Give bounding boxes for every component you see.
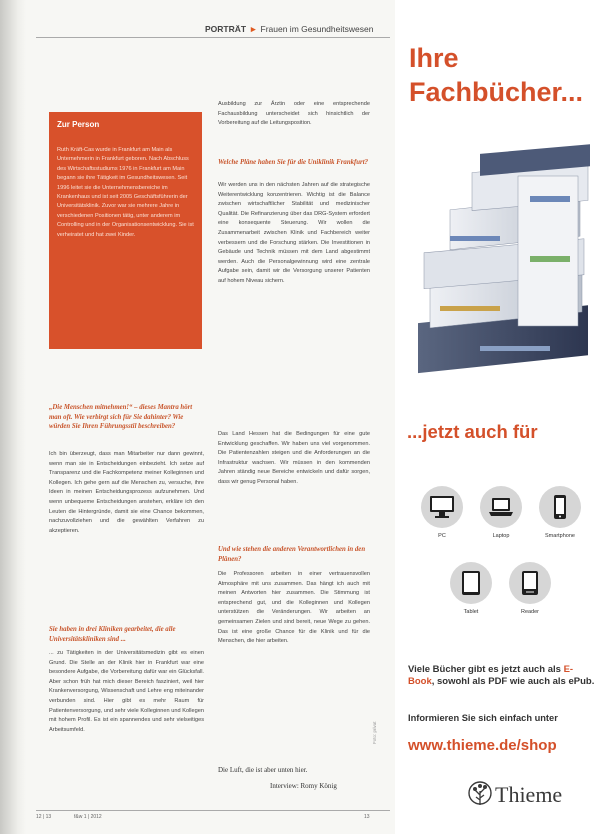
device-label-reader: Reader <box>520 609 540 615</box>
tree-icon <box>468 781 492 809</box>
footer-rule <box>36 810 390 811</box>
smartphone-icon <box>546 494 574 520</box>
header-section: PORTRÄT <box>205 24 247 34</box>
ad-shop-link[interactable]: www.thieme.de/shop <box>408 737 557 754</box>
footer-page-number: 13 <box>364 814 370 820</box>
question-1: „Die Menschen mitnehmen!“ – dieses Mantra hört man oft. Wie verbirgt sich für Sie dahinter? Wie würden Sie Ihren Führungsstil beschreiben? <box>49 404 193 430</box>
photo-credit: Foto: privat <box>372 721 377 744</box>
header-rule <box>36 37 390 38</box>
section-header <box>205 24 373 34</box>
question-4: Und wie stehen die anderen Verantwortlichen in den Plänen? <box>218 546 366 563</box>
header-topic: Frauen im Gesundheitswesen <box>260 24 374 34</box>
bio-box <box>49 112 202 349</box>
device-label-smartphone: Smartphone <box>545 533 575 539</box>
book-stack-image <box>410 136 595 386</box>
ad-text-part-2: , sowohl als PDF wie auch als ePub. <box>431 676 595 687</box>
ad-text-part-1: Viele Bücher gibt es jetzt auch als <box>408 664 564 675</box>
device-tablet <box>444 562 498 615</box>
ad-info-text: Informieren Sie sich einfach unter <box>408 713 558 723</box>
page-fold <box>0 0 26 834</box>
thieme-ad <box>395 0 604 834</box>
thieme-logo <box>468 781 562 809</box>
answer-4: Das Land Hessen hat die Bedingungen für eine gute Entwicklung geschaffen. Wir haben uns viel vorgenommen. Die Patientenzahlen steigen und die Anforderungen an die Infrastruktur wachsen. Wir müssen in den kommenden Jahren ständig neue Bereiche entwickeln und dafür sorgen, dass wir genug Personal haben. <box>218 431 370 485</box>
footer-issue: f&w 1 | 2012 <box>74 814 102 820</box>
ad-title-line-2: Fachbücher... <box>409 77 584 107</box>
device-label-laptop: Laptop <box>492 533 510 539</box>
pc-icon <box>428 494 456 520</box>
answer-3: Wir werden uns in den nächsten Jahren auf die strategische Weiterentwicklung konzentrieren. Wichtig ist die Balance zwischen wirtschaftlicher Stabilität und medizinischer Qualität. Die Refinanzierung über das DRG-System erfordert eine konsequente Steuerung. Wir wollen die Zusammenarbeit zwischen Klinik und Fachbereich weiter verbessern und die Forschung stärken. Die Investitionen in Gebäude und Technik müssen mit dem Land abgestimmt werden. Auch die Personalgewinnung wird eine zentrale Aufgabe sein, damit wir die Versorgung unserer Patienten auf hohem Niveau sichern. <box>218 182 370 284</box>
answer-5: Die Professoren arbeiten in einer vertrauensvollen Atmosphäre mit uns zusammen. Das hängt ich auch mit meinen Antworten hier zusammen. Die Stimmung ist entsprechend gut, und die Kolleginnen und Kollegen unterstützen die Veränderungen. Wir arbeiten an gemeinsamen Zielen und sind bereit, neue Wege zu gehen. Das ist eine große Chance für die Klinik und für die Menschen, die hier arbeiten. <box>218 571 370 645</box>
tablet-icon <box>457 570 485 596</box>
bio-text: Ruth Kräft-Cas wurde in Frankfurt am Main als Unternehmerin in Frankfurt geboren. Nach Abschluss des Wirtschaftsstudiums 1976 in Frankfurt am Main begann sie ihre Tätigkeit im Gesundheitswesen. Seit 1996 leitet sie die Unternehmensbereiche im Krankenhaus und ist seit 2005 Geschäftsführerin der Universitätsklinik. Zuvor war sie mehrere Jahre in verschiedenen Positionen tätig, unter anderem im Controlling und in der Organisationsentwicklung. Sie ist verheiratet und hat zwei Kinder. <box>57 147 194 238</box>
footer-pages: 12 | 13 <box>36 814 52 820</box>
ad-title-line-1: Ihre <box>409 43 459 73</box>
header-separator: ► <box>249 24 258 34</box>
ad-ebook-highlight: E-Book <box>408 664 574 687</box>
answer-1: Ich bin überzeugt, dass man Mitarbeiter nur dann gewinnt, wenn man sie in Entscheidungen einbezieht. Ich setze auf Transparenz und die Fachkompetenz meiner Kolleginnen und Kollegen. Ich gehe gern auf die Menschen zu, versuche, ihre Ideen in meinen Entscheidungsprozess aufzunehmen. Und wenn unbequeme Entscheidungen anstehen, erkläre ich den Leuten die Hintergründe, damit sie eine Chance bekommen, nachzuvollziehen und die gewählten Verfahren zu akzeptieren. <box>49 451 204 534</box>
device-label-pc: PC <box>438 533 446 539</box>
ad-title <box>409 41 599 109</box>
question-2: Sie haben in drei Kliniken gearbeitet, die alle Universitätskliniken sind ... <box>49 626 176 643</box>
laptop-icon <box>487 494 515 520</box>
ad-subtitle: ...jetzt auch für <box>407 421 538 442</box>
question-3: Welche Pläne haben Sie für die Uniklinik Frankfurt? <box>218 159 368 166</box>
device-pc <box>415 486 469 539</box>
ad-body-text <box>408 664 598 688</box>
device-reader <box>503 562 557 615</box>
logo-wordmark: Thieme <box>495 782 563 807</box>
device-smartphone <box>533 486 587 539</box>
device-label-tablet: Tablet <box>463 609 479 615</box>
answer-0: Ausbildung zur Ärztin oder eine entsprechende Fachausbildung unterscheidet sich hinsichtlich der Vorbereitung auf die Leitungsposition. <box>218 101 370 127</box>
reader-icon <box>516 570 544 596</box>
bio-title: Zur Person <box>57 120 100 129</box>
answer-2: ... zu Tätigkeiten in der Universitätsmedizin gibt es einen Grund. Die Stelle an der Klinik hier in Frankfurt war eine besondere Aufgabe, die Vorbereitung dafür war ein Glücksfall. Aber schon früh hat mich dieser Bereich fasziniert, weil hier Krankenversorgung, Wissenschaft und Lehre eng miteinander verbunden sind. Hier gibt es mehr Raum für Patientenversorgung, und sehr viele Kolleginnen und Kollegen mit hohem Profil. Es ist ein spannendes und sehr vielseitiges Arbeitsumfeld. <box>49 650 204 733</box>
interviewer: Interview: Romy König <box>270 782 337 790</box>
device-laptop <box>474 486 528 539</box>
closing-line: Die Luft, die ist aber unten hier. <box>218 766 308 774</box>
